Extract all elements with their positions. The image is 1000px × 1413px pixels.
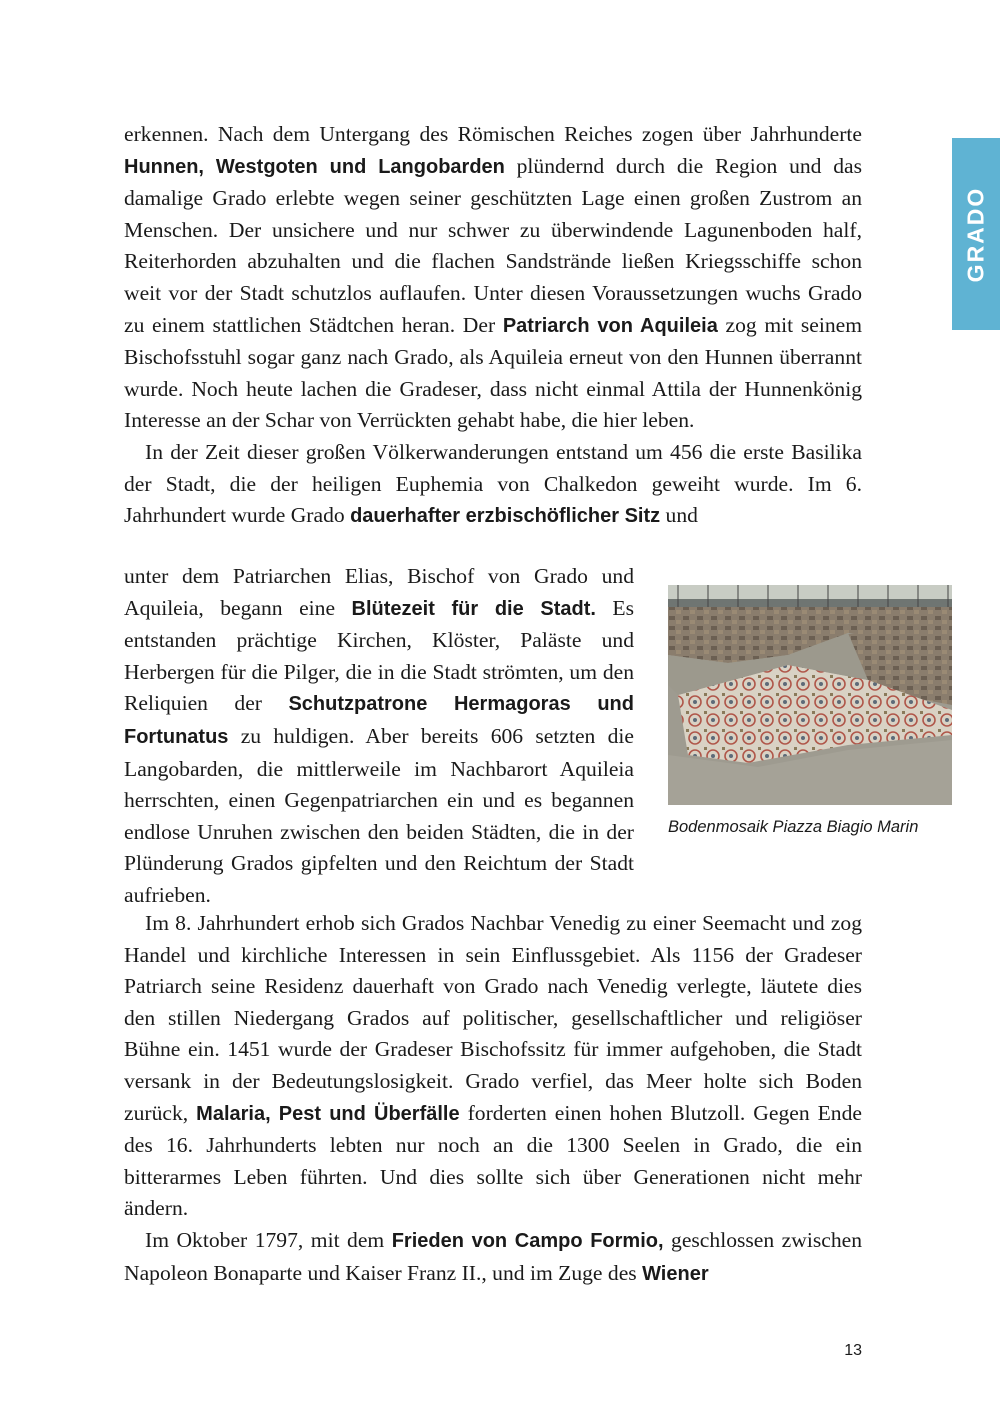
bold-phrase: Malaria, Pest und Überfälle [196,1102,460,1125]
text-run: Im Oktober 1797, mit dem [145,1227,392,1252]
paragraph-2-opening [124,437,862,533]
text-run: und [660,503,698,528]
bold-phrase: Wiener [642,1262,709,1285]
bold-phrase: Hunnen, Westgoten und Langobarden [124,155,505,178]
paragraph-4 [124,1225,862,1290]
text-run: Es entstanden prächtige Kirchen, Klöster, Paläste und Herbergen für die Pilger, die in die Stadt strömten, um den Reliquien der [124,595,634,716]
bold-phrase: Patriarch von Aquileia [502,314,718,337]
text-run: Im 8. Jahrhundert erhob sich Grados Nachbar Venedig zu einer Seemacht und zog Handel und kirchliche Interessen in sein Einflussgebiet. Als 1156 der Gradeser Patriarch seine Residenz dauerhaft von Grado nach Venedig verlegte, läutete dies den stillen Niedergang Grados auf politischer, gesellschaftlicher und religiöser Bühne ein. 1451 wurde der Gradeser Bischofssitz für immer aufgehoben, die Stadt versank in der Bedeutungslosigkeit. Grado verfiel, das Meer holte sich Boden zurück, [124,911,862,1125]
paragraph-3 [124,908,862,1225]
chapter-side-tab [952,138,1000,330]
text-column-narrow [124,561,634,912]
page-number: 13 [844,1342,862,1359]
bold-phrase: Blütezeit für die Stadt. [351,597,596,620]
text-run: zog mit seinem Bischofsstuhl sogar ganz nach Grado, als Aquileia erneut von den Hunnen überrannt wurde. Noch heute lachen die Gradeser, dass nicht einmal Attila der Hunnenkönig Interesse an der Schar von Verrückten gehabt habe, die hier leben. [124,312,862,433]
text-run: forderten einen hohen Blutzoll. Gegen Ende des 16. Jahrhunderts lebten nur noch an die 1300 Seelen in Grado, die ein bitterarmes Leben führten. Und dies sollte sich über Generationen nicht mehr ändern. [124,1100,862,1221]
mosaic-photo [668,585,952,805]
text-column-bottom [124,908,862,1290]
text-column-top [124,119,862,533]
paragraph-2-continued [124,561,634,912]
paragraph-1 [124,119,862,437]
text-run: unter dem Patriarchen Elias, Bischof von Grado und Aquileia, begann eine [124,564,634,620]
text-run: erkennen. Nach dem Untergang des Römischen Reiches zogen über Jahrhunderte [124,122,862,146]
bold-phrase: dauerhafter erzbischöflicher Sitz [350,505,661,528]
text-run: zu huldigen. Aber bereits 606 setzten die Langobarden, die mittlerweile im Nachbarort Aquileia herrschten, einen Gegenpatriarchen ein und es begannen endlose Unruhen zwischen den beiden Städten, die in der Plünderung Grados gipfelten und den Reichtum der Stadt aufrieben. [124,723,634,907]
bold-phrase: Frieden von Campo Formio, [391,1229,664,1252]
text-run: plündernd durch die Region und das damalige Grado erlebte wegen seiner geschützten Lage einen großen Zustrom an Menschen. Der unsichere und nur schwer zu überwindende Lagunenboden half, Reiterhorden abzuhalten und die flachen Sandstrände ließen Kriegsschiffe schon weit vor der Stadt schutzlos auflaufen. Unter diesen Voraussetzungen wuchs Grado zu einem stattlichen Städtchen heran. Der [124,153,862,337]
text-run: geschlossen zwischen Napoleon Bonaparte und Kaiser Franz II., und im Zuge des [124,1227,863,1285]
bold-phrase: Schutzpatrone Hermagoras und Fortunatus [124,693,634,748]
text-run: In der Zeit dieser großen Völkerwanderungen entstand um 456 die erste Basilika der Stadt, die der heiligen Euphemia von Chalkedon geweiht wurde. Im 6. Jahrhundert wurde Grado [124,439,862,528]
chapter-tab-label-box [952,138,1000,330]
chapter-tab-label: GRADO [962,186,989,282]
mosaic-photo-illustration [668,585,952,805]
photo-caption: Bodenmosaik Piazza Biagio Marin [668,818,919,836]
